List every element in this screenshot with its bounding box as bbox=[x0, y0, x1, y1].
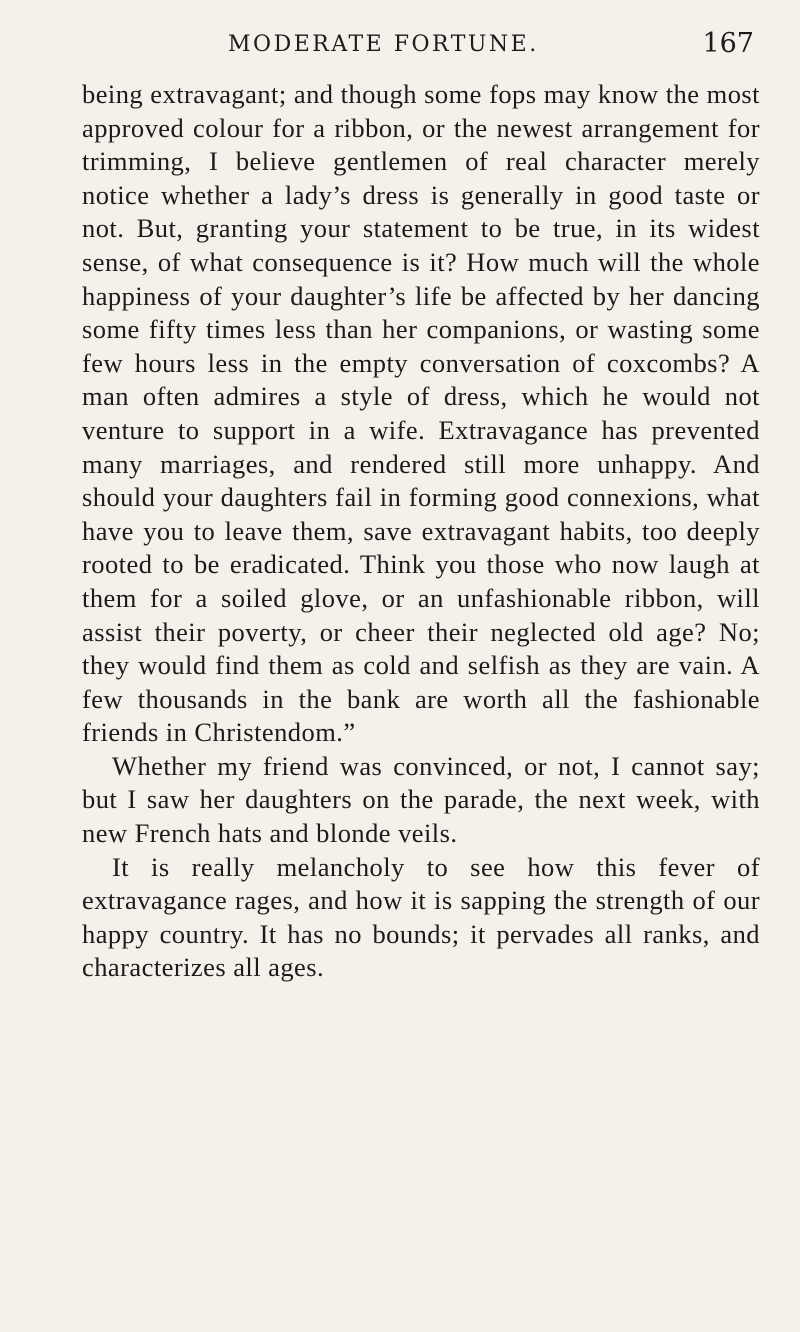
body-text bbox=[82, 78, 760, 985]
running-head-title: MODERATE FORTUNE. bbox=[228, 32, 539, 57]
paragraph-continuation: being extravagant; and though some fops may know the most approved colour for a ribbon, or the newest arrangement for trimming, I believe gentlemen of real character merely notice whether a lady’s dress is generally in good taste or not. But, granting your statement to be true, in its widest sense, of what consequence is it? How much will the whole happiness of your daughter’s life be affected by her dancing some fifty times less than her companions, or wasting some few hours less in the empty conversation of coxcombs? A man often admires a style of dress, which he would not venture to support in a wife. Extravagance has prevented many marriages, and rendered still more unhappy. And should your daughters fail in forming good connexions, what have you to leave them, save extravagant habits, too deeply rooted to be eradicated. Think you those who now laugh at them for a soiled glove, or an unfashionable ribbon, will assist their poverty, or cheer their neglected old age? No; they would find them as cold and selfish as they are vain. A few thousands in the bank are worth all the fashionable friends in Christendom.” bbox=[82, 79, 760, 748]
book-page bbox=[0, 24, 800, 1332]
paragraph-melancholy: It is really melancholy to see how this fever of extravagance rages, and how it is sapping the strength of our happy country. It has no bounds; it pervades all ranks, and characterizes all ages. bbox=[82, 851, 760, 983]
paragraph-whether: Whether my friend was convinced, or not, I cannot say; but I saw her daughters on the parade, the next week, with new French hats and blonde veils. bbox=[82, 750, 760, 849]
running-head bbox=[82, 24, 760, 78]
page-number: 167 bbox=[702, 28, 754, 59]
